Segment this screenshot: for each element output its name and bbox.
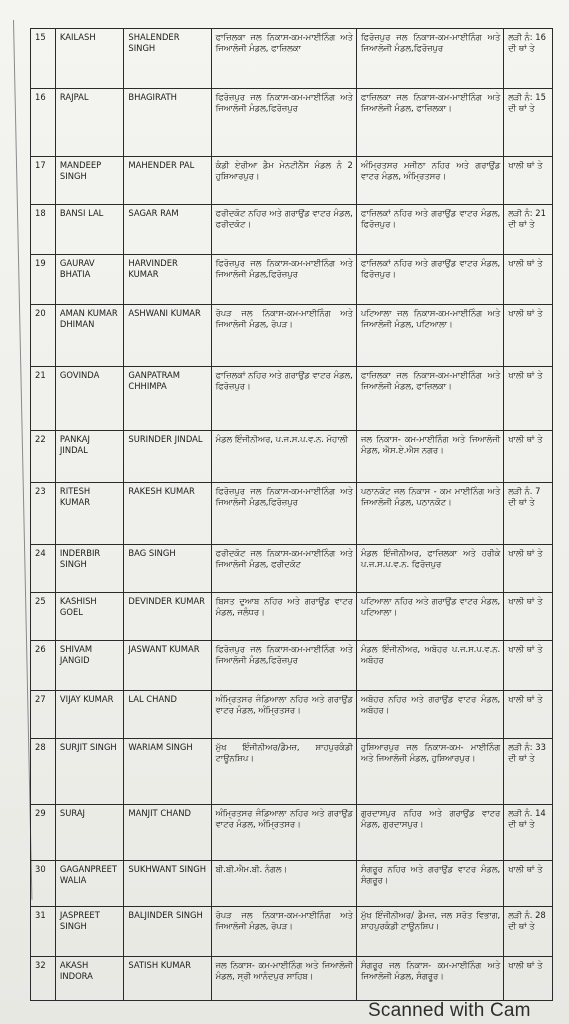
employee-name-cell: GOVINDA: [55, 367, 123, 431]
table-row: [31, 805, 553, 861]
remarks-cell: ਖਾਲੀ ਥਾਂ ਤੇ: [504, 431, 553, 483]
posted-from-cell: ਜਲ ਨਿਕਾਸ- ਕਮ-ਮਾਈਨਿੰਗ ਅਤੇ ਜਿਆਲੋਜੀ ਮੰਡਲ, ਸ੍ਰੀ ਆਨੰਦਪੁਰ ਸਾਹਿਬ।: [211, 957, 356, 1001]
father-name-cell: SATISH KUMAR: [124, 957, 211, 1001]
employee-name-cell: KAILASH: [55, 29, 123, 89]
posted-to-cell: ਪਠਾਨਕੋਟ ਜਲ ਨਿਕਾਸ - ਕਮ ਮਾਈਨਿੰਗ ਅਤੇ ਜਿਆਲੋਜੀ ਮੰਡਲ, ਪਠਾਨਕੋਟ।: [356, 483, 503, 545]
posted-to-cell: ਗੁਰਦਾਸਪੁਰ ਨਹਿਰ ਅਤੇ ਗਰਾਉਂਡ ਵਾਟਰ ਮੰਡਲ, ਗੁਰਦਾਸਪੁਰ।: [356, 805, 503, 861]
father-name-cell: BAG SINGH: [124, 545, 211, 593]
scanner-watermark: Scanned with Cam: [368, 1000, 531, 1021]
employee-name-cell: JASPREET SINGH: [55, 907, 123, 957]
table-row: [31, 205, 553, 255]
posted-from-cell: ਅੰਮ੍ਰਿਤਸਰ ਜੰਡਿਆਲਾ ਨਹਿਰ ਅਤੇ ਗਰਾਉਂਡ ਵਾਟਰ ਮੰਡਲ, ਅੰਮ੍ਰਿਤਸਰ।: [211, 805, 356, 861]
table-row: [31, 593, 553, 641]
posted-to-cell: ਅਬੋਹਰ ਨਹਿਰ ਅਤੇ ਗਰਾਉਂਡ ਵਾਟਰ ਮੰਡਲ, ਅਬੋਹਰ।: [356, 691, 503, 739]
posted-to-cell: ਮੰਡਲ ਇੰਜੀਨੀਅਰ, ਅਬੋਹਰ ਪ.ਜ.ਸ.ਪ.ਵ.ਨ. ਅਬੋਹਰ: [356, 641, 503, 691]
serial-number-cell: 30: [31, 861, 56, 907]
posted-from-cell: ਰੋਪੜ ਜਲ ਨਿਕਾਸ-ਕਮ-ਮਾਈਨਿੰਗ ਅਤੇ ਜਿਆਲੋਜੀ ਮੰਡਲ, ਰੋਪੜ।: [211, 907, 356, 957]
employee-name-cell: MANDEEP SINGH: [55, 157, 123, 205]
remarks-cell: ਖਾਲੀ ਥਾਂ ਤੇ: [504, 861, 553, 907]
father-name-cell: DEVINDER KUMAR: [124, 593, 211, 641]
posted-to-cell: ਪਟਿਆਲਾ ਜਲ ਨਿਕਾਸ-ਕਮ-ਮਾਈਨਿੰਗ ਅਤੇ ਜਿਆਲੋਜੀ ਮੰਡਲ, ਪਟਿਆਲਾ।: [356, 305, 503, 367]
employee-name-cell: AKASH INDORA: [55, 957, 123, 1001]
posted-to-cell: ਸੰਗਰੂਰ ਜਲ ਨਿਕਾਸ- ਕਮ-ਮਾਈਨਿੰਗ ਅਤੇ ਜਿਆਲੋਜੀ ਮੰਡਲ, ਸੰਗਰੂਰ।: [356, 957, 503, 1001]
remarks-cell: ਲੜੀ ਨੰ. 7 ਦੀ ਥਾਂ ਤੇ: [504, 483, 553, 545]
posted-from-cell: ਫਿਰੋਜ਼ਪੁਰ ਜਲ ਨਿਕਾਸ-ਕਮ-ਮਾਈਨਿੰਗ ਅਤੇ ਜਿਆਲੋਜੀ ਮੰਡਲ,ਫਿਰੋਜ਼ਪੁਰ: [211, 641, 356, 691]
table-row: [31, 861, 553, 907]
remarks-cell: ਖਾਲੀ ਥਾਂ ਤੇ: [504, 367, 553, 431]
remarks-cell: ਲੜੀ ਨੰ. 28 ਦੀ ਥਾਂ ਤੇ: [504, 907, 553, 957]
serial-number-cell: 28: [31, 739, 56, 805]
father-name-cell: WARIAM SINGH: [124, 739, 211, 805]
serial-number-cell: 27: [31, 691, 56, 739]
posted-to-cell: ਫਾਜ਼ਿਲਕਾ ਜਲ ਨਿਕਾਸ-ਕਮ-ਮਾਈਨਿੰਗ ਅਤੇ ਜਿਆਲੋਜੀ ਮੰਡਲ, ਫਾਜ਼ਿਲਕਾ।: [356, 89, 503, 157]
father-name-cell: GANPATRAM CHHIMPA: [124, 367, 211, 431]
posted-to-cell: ਪਟਿਆਲਾ ਨਹਿਰ ਅਤੇ ਗਰਾਉਂਡ ਵਾਟਰ ਮੰਡਲ, ਪਟਿਆਲਾ।: [356, 593, 503, 641]
posted-from-cell: ਫਰੀਦਕੋਟ ਨਹਿਰ ਅਤੇ ਗਰਾਉਂਡ ਵਾਟਰ ਮੰਡਲ, ਫਰੀਦਕੋਟ।: [211, 205, 356, 255]
posted-from-cell: ਮੰਡਲ ਇੰਜੀਨੀਅਰ, ਪ.ਜ.ਸ.ਪ.ਵ.ਨ. ਮੋਹਾਲੀ: [211, 431, 356, 483]
father-name-cell: SUKHWANT SINGH: [124, 861, 211, 907]
posted-from-cell: ਫਾਜ਼ਿਲਕਾਂ ਨਹਿਰ ਅਤੇ ਗਰਾਉਂਡ ਵਾਟਰ ਮੰਡਲ, ਫਿਰੋਜ਼ਪੁਰ।: [211, 367, 356, 431]
serial-number-cell: 21: [31, 367, 56, 431]
father-name-cell: BHAGIRATH: [124, 89, 211, 157]
remarks-cell: ਲੜੀ ਨੰ: 21 ਦੀ ਥਾਂ ਤੇ: [504, 205, 553, 255]
employee-name-cell: PANKAJ JINDAL: [55, 431, 123, 483]
remarks-cell: ਖਾਲੀ ਥਾਂ ਤੇ: [504, 255, 553, 305]
father-name-cell: JASWANT KUMAR: [124, 641, 211, 691]
posted-to-cell: ਹੁਸ਼ਿਆਰਪੁਰ ਜਲ ਨਿਕਾਸ-ਕਮ- ਮਾਈਨਿੰਗ ਅਤੇ ਜਿਆਲੋਜੀ ਮੰਡਲ, ਹੁਸ਼ਿਆਰਪੁਰ।: [356, 739, 503, 805]
posted-to-cell: ਜਲ ਨਿਕਾਸ- ਕਮ-ਮਾਈਨਿੰਗ ਅਤੇ ਜਿਆਲੋਜੀ ਮੰਡਲ, ਐਸ.ਏ.ਐਸ ਨਗਰ।: [356, 431, 503, 483]
father-name-cell: SURINDER JINDAL: [124, 431, 211, 483]
employee-name-cell: SURJIT SINGH: [55, 739, 123, 805]
employee-name-cell: RAJPAL: [55, 89, 123, 157]
father-name-cell: HARVINDER KUMAR: [124, 255, 211, 305]
remarks-cell: ਖਾਲੀ ਥਾਂ ਤੇ: [504, 305, 553, 367]
father-name-cell: SHALENDER SINGH: [124, 29, 211, 89]
table-row: [31, 739, 553, 805]
table-row: [31, 545, 553, 593]
posted-from-cell: ਬਿਸਤ ਦੁਆਬ ਨਹਿਰ ਅਤੇ ਗਰਾਉਂਡ ਵਾਟਰ ਮੰਡਲ, ਜਲੰਧਰ।: [211, 593, 356, 641]
remarks-cell: ਲੜੀ ਨੰ. 14 ਦੀ ਥਾਂ ਤੇ: [504, 805, 553, 861]
remarks-cell: ਲੜੀ ਨੰ: 15 ਦੀ ਥਾਂ ਤੇ: [504, 89, 553, 157]
serial-number-cell: 22: [31, 431, 56, 483]
father-name-cell: SAGAR RAM: [124, 205, 211, 255]
posted-to-cell: ਅੰਮ੍ਰਿਤਸਰ ਮਜੀਠਾ ਨਹਿਰ ਅਤੇ ਗਰਾਉਂਡ ਵਾਟਰ ਮੰਡਲ, ਅੰਮ੍ਰਿਤਸਰ।: [356, 157, 503, 205]
serial-number-cell: 15: [31, 29, 56, 89]
employee-name-cell: BANSI LAL: [55, 205, 123, 255]
posted-to-cell: ਫਿਰੋਜ਼ਪੁਰ ਜਲ ਨਿਕਾਸ-ਕਮ-ਮਾਈਨਿੰਗ ਅਤੇ ਜਿਆਲੋਜੀ ਮੰਡਲ,ਫਿਰੋਜ਼ਪੁਰ: [356, 29, 503, 89]
serial-number-cell: 18: [31, 205, 56, 255]
employee-name-cell: GAURAV BHATIA: [55, 255, 123, 305]
remarks-cell: ਖਾਲੀ ਥਾਂ ਤੇ: [504, 593, 553, 641]
remarks-cell: ਖਾਲੀ ਥਾਂ ਤੇ: [504, 545, 553, 593]
employee-name-cell: RITESH KUMAR: [55, 483, 123, 545]
remarks-cell: ਖਾਲੀ ਥਾਂ ਤੇ: [504, 957, 553, 1001]
remarks-cell: ਖਾਲੀ ਥਾਂ ਤੇ: [504, 641, 553, 691]
table-row: [31, 907, 553, 957]
remarks-cell: ਲੜੀ ਨੰ: 16 ਦੀ ਥਾਂ ਤੇ: [504, 29, 553, 89]
serial-number-cell: 29: [31, 805, 56, 861]
posted-from-cell: ਰੋਪੜ ਜਲ ਨਿਕਾਸ-ਕਮ-ਮਾਈਨਿੰਗ ਅਤੇ ਜਿਆਲੋਜੀ ਮੰਡਲ, ਰੋਪੜ।: [211, 305, 356, 367]
serial-number-cell: 23: [31, 483, 56, 545]
transfer-table: [30, 28, 553, 1001]
table-row: [31, 29, 553, 89]
posted-to-cell: ਫਾਜ਼ਿਲਕਾਂ ਨਹਿਰ ਅਤੇ ਗਰਾਉਂਡ ਵਾਟਰ ਮੰਡਲ, ਫਿਰੋਜ਼ਪੁਰ।: [356, 205, 503, 255]
table-row: [31, 691, 553, 739]
posted-to-cell: ਮੁੱਖ ਇੰਜੀਨੀਅਰ/ ਡੈਮਜ਼, ਜਲ ਸਰੋਤ ਵਿਭਾਗ, ਸ਼ਾਹਪੁਰਕੰਡੀ ਟਾਊਨਸ਼ਿਪ।: [356, 907, 503, 957]
table-row: [31, 255, 553, 305]
father-name-cell: LAL CHAND: [124, 691, 211, 739]
serial-number-cell: 24: [31, 545, 56, 593]
posted-to-cell: ਮੰਡਲ ਇੰਜੀਨੀਅਰ, ਫਾਜ਼ਿਲਕਾ ਅਤੇ ਹਰੀਕੇ ਪ.ਜ.ਸ.ਪ.ਵ.ਨ. ਫਿਰੋਜ਼ਪੁਰ: [356, 545, 503, 593]
employee-name-cell: GAGANPREET WALIA: [55, 861, 123, 907]
table-row: [31, 367, 553, 431]
posted-from-cell: ਫਿਰੋਜ਼ਪੁਰ ਜਲ ਨਿਕਾਸ-ਕਮ-ਮਾਈਨਿੰਗ ਅਤੇ ਜਿਆਲੋਜੀ ਮੰਡਲ,ਫਿਰੋਜ਼ਪੁਰ: [211, 89, 356, 157]
employee-name-cell: AMAN KUMAR DHIMAN: [55, 305, 123, 367]
serial-number-cell: 26: [31, 641, 56, 691]
serial-number-cell: 31: [31, 907, 56, 957]
serial-number-cell: 32: [31, 957, 56, 1001]
posted-to-cell: ਸੰਗਰੂਰ ਨਹਿਰ ਅਤੇ ਗਰਾਉਂਡ ਵਾਟਰ ਮੰਡਲ, ਸੰਗਰੂਰ।: [356, 861, 503, 907]
father-name-cell: ASHWANI KUMAR: [124, 305, 211, 367]
posted-from-cell: ਬੀ.ਬੀ.ਐਮ.ਬੀ. ਨੰਗਲ।: [211, 861, 356, 907]
father-name-cell: MANJIT CHAND: [124, 805, 211, 861]
posted-to-cell: ਫਾਜ਼ਿਲਕਾ ਜਲ ਨਿਕਾਸ-ਕਮ-ਮਾਈਨਿੰਗ ਅਤੇ ਜਿਆਲੋਜੀ ਮੰਡਲ, ਫਾਜ਼ਿਲਕਾ।: [356, 367, 503, 431]
posted-from-cell: ਅੰਮ੍ਰਿਤਸਰ ਜੰਡਿਆਲਾ ਨਹਿਰ ਅਤੇ ਗਰਾਉਂਡ ਵਾਟਰ ਮੰਡਲ, ਅੰਮ੍ਰਿਤਸਰ।: [211, 691, 356, 739]
table-row: [31, 157, 553, 205]
employee-name-cell: VIJAY KUMAR: [55, 691, 123, 739]
father-name-cell: RAKESH KUMAR: [124, 483, 211, 545]
table-row: [31, 431, 553, 483]
posted-from-cell: ਫਾਜ਼ਿਲਕਾ ਜਲ ਨਿਕਾਸ-ਕਮ-ਮਾਈਨਿੰਗ ਅਤੇ ਜਿਆਲੋਜੀ ਮੰਡਲ, ਫਾਜ਼ਿਲਕਾ: [211, 29, 356, 89]
table-row: [31, 89, 553, 157]
table-row: [31, 483, 553, 545]
serial-number-cell: 17: [31, 157, 56, 205]
serial-number-cell: 25: [31, 593, 56, 641]
posted-from-cell: ਫਰੀਦਕੋਟ ਜਲ ਨਿਕਾਸ-ਕਮ-ਮਾਈਨਿੰਗ ਅਤੇ ਜਿਆਲੋਜੀ ਮੰਡਲ, ਫਰੀਦਕੋਟ: [211, 545, 356, 593]
table-row: [31, 957, 553, 1001]
serial-number-cell: 16: [31, 89, 56, 157]
remarks-cell: ਖਾਲੀ ਥਾਂ ਤੇ: [504, 157, 553, 205]
remarks-cell: ਖਾਲੀ ਥਾਂ ਤੇ: [504, 691, 553, 739]
posted-from-cell: ਕੰਡੀ ਏਰੀਆ ਡੈਮ ਮੇਨਟੀਨੈਂਸ ਮੰਡਲ ਨੰ 2 ਹੁਸ਼ਿਆਰਪੁਰ।: [211, 157, 356, 205]
father-name-cell: MAHENDER PAL: [124, 157, 211, 205]
table-row: [31, 305, 553, 367]
transfer-table-body: [31, 29, 553, 1001]
employee-name-cell: INDERBIR SINGH: [55, 545, 123, 593]
employee-name-cell: SURAJ: [55, 805, 123, 861]
posted-from-cell: ਫਿਰੋਜ਼ਪੁਰ ਜਲ ਨਿਕਾਸ-ਕਮ-ਮਾਈਨਿੰਗ ਅਤੇ ਜਿਆਲੋਜੀ ਮੰਡਲ,ਫਿਰੋਜ਼ਪੁਰ: [211, 255, 356, 305]
employee-name-cell: KASHISH GOEL: [55, 593, 123, 641]
serial-number-cell: 19: [31, 255, 56, 305]
posted-from-cell: ਮੁੱਖ ਇੰਜੀਨੀਅਰ/ਡੈਮਜ਼, ਸ਼ਾਹਪੁਰਕੰਡੀ ਟਾਊਨਸ਼ਿਪ।: [211, 739, 356, 805]
posted-from-cell: ਫਿਰੋਜ਼ਪੁਰ ਜਲ ਨਿਕਾਸ-ਕਮ-ਮਾਈਨਿੰਗ ਅਤੇ ਜਿਆਲੋਜੀ ਮੰਡਲ,ਫਿਰੋਜ਼ਪੁਰ: [211, 483, 356, 545]
remarks-cell: ਲੜੀ ਨੰ: 33 ਦੀ ਥਾਂ ਤੇ: [504, 739, 553, 805]
posted-to-cell: ਫਾਜ਼ਿਲਕਾਂ ਨਹਿਰ ਅਤੇ ਗਰਾਉਂਡ ਵਾਟਰ ਮੰਡਲ, ਫਿਰੋਜ਼ਪੁਰ।: [356, 255, 503, 305]
table-row: [31, 641, 553, 691]
serial-number-cell: 20: [31, 305, 56, 367]
father-name-cell: BALJINDER SINGH: [124, 907, 211, 957]
employee-name-cell: SHIVAM JANGID: [55, 641, 123, 691]
